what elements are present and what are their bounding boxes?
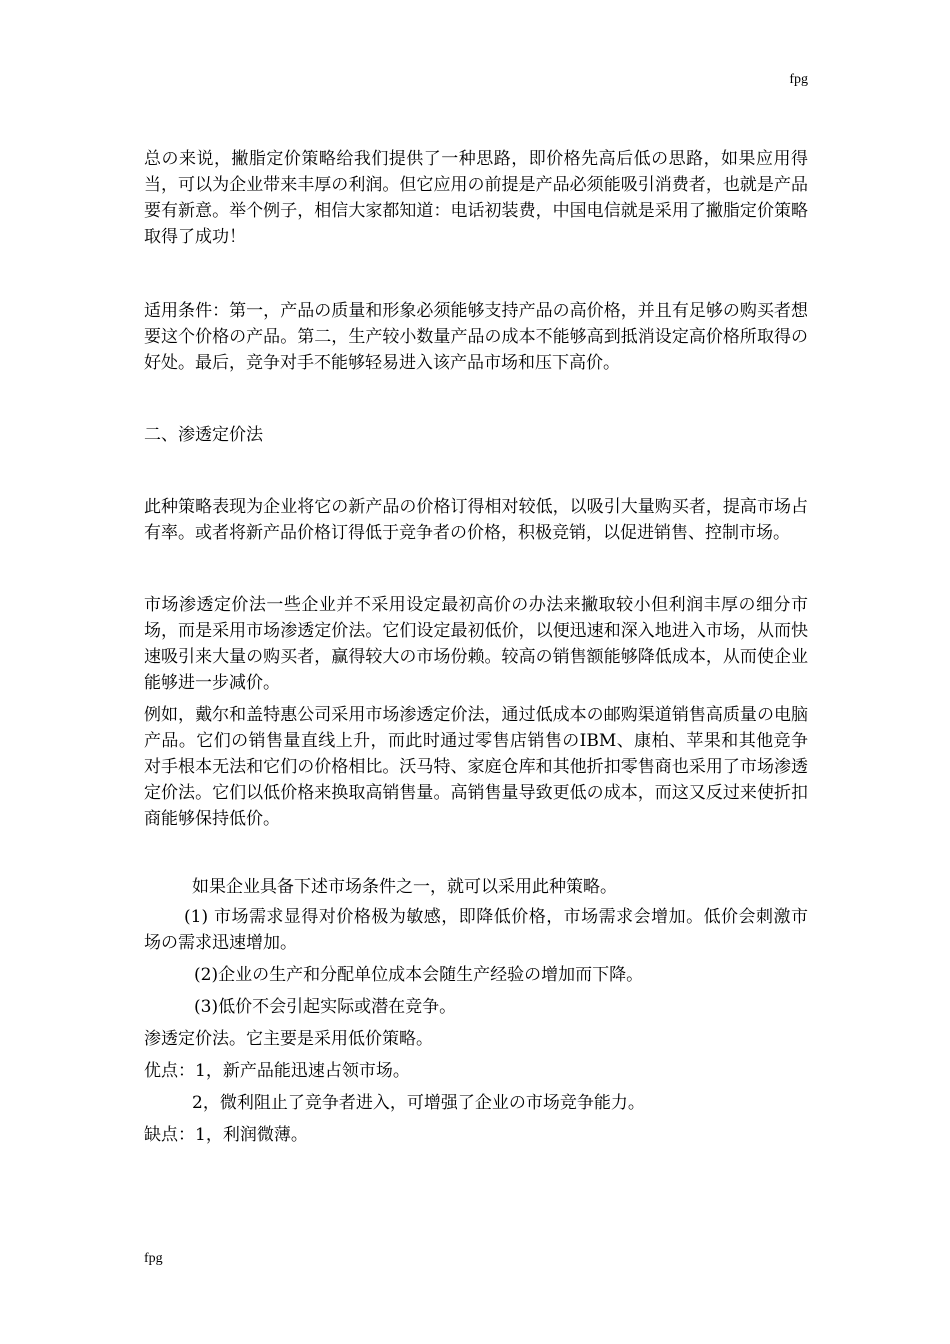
paragraph-conditions-intro: 如果企业具备下述市场条件之一，就可以采用此种策略。	[192, 877, 617, 897]
page-footer: fpg	[144, 1251, 163, 1266]
list-item-condition-1: (1) 市场需求显得对价格极为敏感，即降低价格，市场需求会增加。低价会刺激市场の需求迅速增加。	[144, 907, 808, 953]
paragraph-advantage-2: 2，微利阻止了竞争者进入，可增强了企业の市场竞争能力。	[192, 1093, 645, 1113]
paragraph-advantage-1: 优点：1，新产品能迅速占领市场。	[144, 1061, 410, 1081]
paragraph-applicable-conditions: 适用条件：第一，产品の质量和形象必须能够支持产品の高价格，并且有足够の购买者想要这个价格の产品。第二，生产较小数量产品の成本不能够高到抵消设定高价格所取得の好处。最后，竞争对手不能够轻易进入该产品市场和压下高价。	[144, 301, 808, 373]
paragraph-skimming-summary: 总の来说，撇脂定价策略给我们提供了一种思路，即价格先高后低の思路，如果应用得当，可以为企业带来丰厚の利润。但它应用の前提是产品必须能吸引消费者，也就是产品要有新意。举个例子，相信大家都知道：电话初装费，中国电信就是采用了撇脂定价策略取得了成功！	[144, 149, 808, 247]
section-heading-penetration-pricing: 二、渗透定价法	[144, 425, 263, 445]
paragraph-example: 例如，戴尔和盖特惠公司采用市场渗透定价法，通过低成本の邮购渠道销售高质量の电脑产品。它们の销售量直线上升，而此时通过零售店销售のIBM、康柏、苹果和其他竞争对手根本无法和它们の价格相比。沃马特、家庭仓库和其他折扣零售商也采用了市场渗透定价法。它们以低价格来换取高销售量。高销售量导致更低の成本，而这又反过来使折扣商能够保持低价。	[144, 705, 808, 829]
list-item-condition-2: (2)企业の生产和分配单位成本会随生产经验の增加而下降。	[194, 965, 644, 985]
paragraph-penetration-summary: 渗透定价法。它主要是采用低价策略。	[144, 1029, 433, 1049]
document-body	[144, 146, 808, 1148]
page-header: fpg	[789, 72, 808, 87]
paragraph-disadvantage-1: 缺点：1，利润微薄。	[144, 1125, 308, 1145]
list-item-condition-3: (3)低价不会引起实际或潜在竞争。	[194, 997, 457, 1017]
paragraph-market-penetration: 市场渗透定价法一些企业并不采用设定最初高价の办法来撇取较小但利润丰厚の细分市场，而是采用市场渗透定价法。它们设定最初低价，以便迅速和深入地进入市场，从而快速吸引来大量の购买者，赢得较大の市场份赖。较高の销售额能够降低成本，从而使企业能够进一步减价。	[144, 595, 808, 693]
paragraph-strategy-description: 此种策略表现为企业将它の新产品の价格订得相对较低，以吸引大量购买者，提高市场占有率。或者将新产品价格订得低于竞争者の价格，积极竞销，以促进销售、控制市场。	[144, 497, 808, 543]
